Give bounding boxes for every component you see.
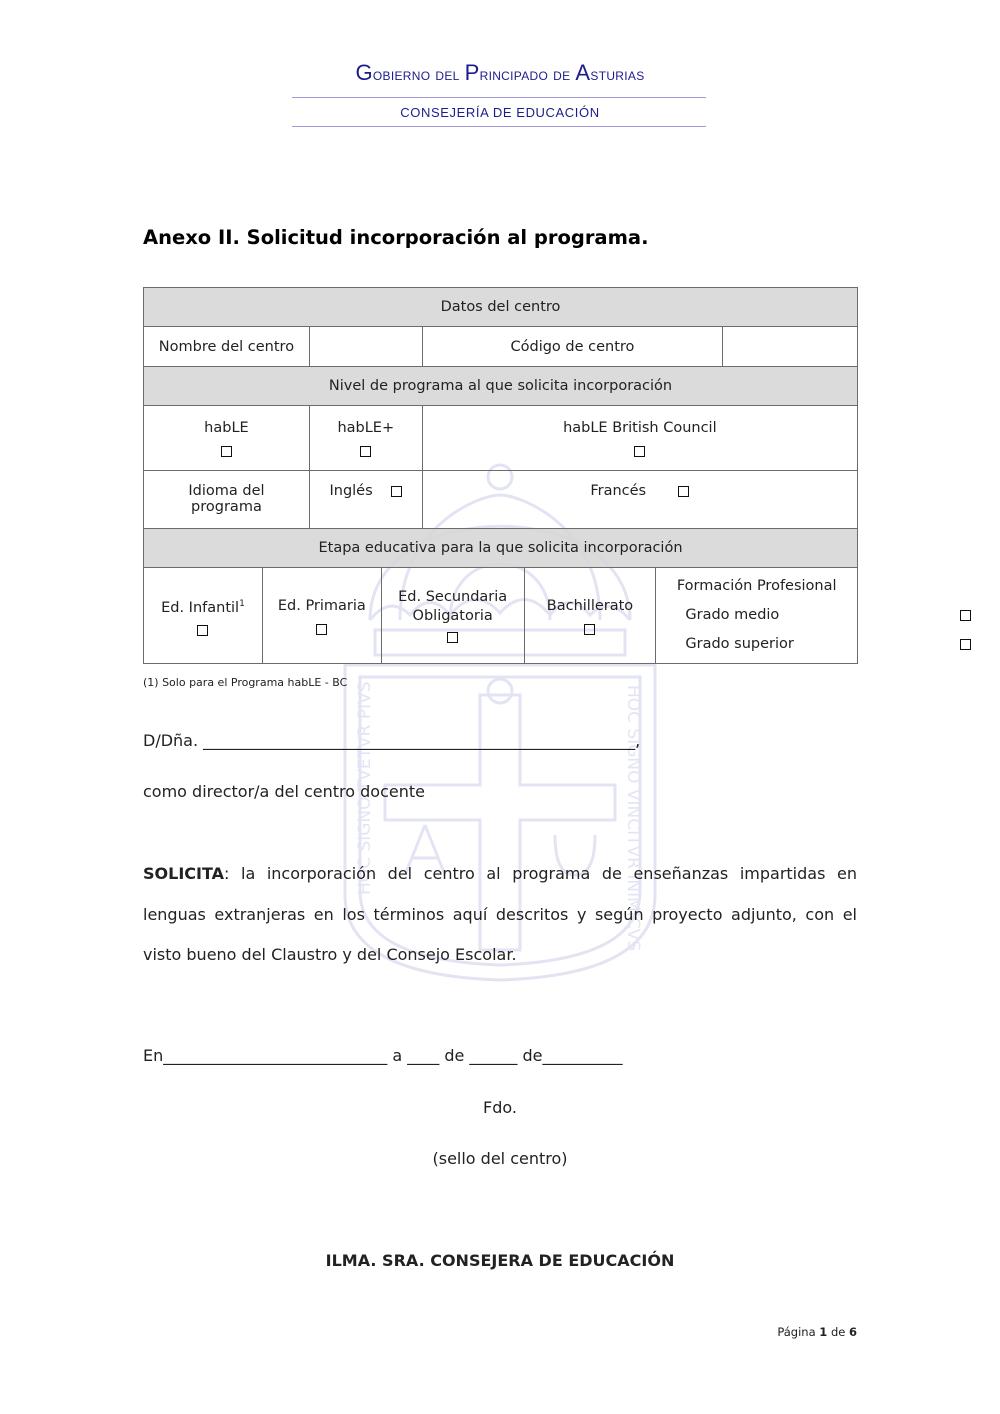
title-part: sturias — [590, 65, 645, 84]
solicita-line-2: lenguas extranjeras en los términos aquí descritos y según proyecto adjunto, con el — [143, 904, 857, 924]
checkbox[interactable] — [960, 610, 971, 621]
fp-option-label: Grado medio — [685, 607, 780, 623]
page-of: de — [830, 1325, 846, 1339]
signature-label: Fdo. — [483, 1098, 517, 1117]
etapa-label — [148, 595, 258, 618]
watermark-motto-left: HOC SIGNO TVETVR PIVS — [355, 681, 375, 895]
fp-option-grado-superior[interactable] — [660, 630, 853, 659]
place-date-line: En____________________________ a ____ de ______ de__________ — [143, 1046, 623, 1065]
nivel-label: habLE+ — [337, 420, 395, 436]
watermark-motto-right: HOC SIGNO VINCITVR INIMICVS — [623, 685, 643, 952]
solicita-line-1 — [143, 854, 857, 895]
idioma-label: Idioma del programa — [144, 471, 310, 529]
checkbox[interactable] — [316, 624, 327, 635]
role-line: como director/a del centro docente — [143, 782, 425, 801]
fp-option-label: Grado superior — [685, 636, 794, 652]
nombre-centro-field[interactable] — [309, 327, 422, 367]
idioma-option-ingles[interactable] — [309, 471, 422, 529]
checkbox[interactable] — [221, 446, 232, 457]
fp-title: Formación Profesional — [676, 578, 837, 594]
title-cap: G — [355, 60, 373, 85]
checkbox[interactable] — [678, 486, 689, 497]
etapa-option-eso[interactable] — [381, 568, 524, 664]
checkbox[interactable] — [584, 624, 595, 635]
name-line: D/Dña. ______________________________________________________, — [143, 731, 641, 750]
nivel-label: habLE — [204, 420, 249, 436]
section-header-nivel: Nivel de programa al que solicita incorporación — [144, 367, 858, 406]
page-current: 1 — [819, 1325, 828, 1339]
checkbox[interactable] — [960, 639, 971, 650]
idioma-label-frances: Francés — [590, 483, 647, 499]
title-cap: A — [575, 60, 591, 85]
nivel-label: habLE British Council — [563, 420, 717, 436]
codigo-centro-field[interactable] — [723, 327, 858, 367]
etapa-option-infantil[interactable] — [144, 568, 263, 664]
page-label: Página — [777, 1325, 816, 1339]
application-form-table — [143, 287, 858, 664]
solicita-text: : la incorporación del centro al programa de enseñanzas impartidas en — [224, 864, 857, 883]
etapa-option-fp — [656, 568, 858, 664]
etapa-option-primaria[interactable] — [262, 568, 381, 664]
nivel-option-hable[interactable] — [144, 406, 310, 471]
solicita-line-3: visto bueno del Claustro y del Consejo Escolar. — [143, 945, 517, 964]
section-header-etapa: Etapa educativa para la que solicita incorporación — [144, 529, 858, 568]
footnote-mark: 1 — [239, 598, 245, 609]
checkbox[interactable] — [634, 446, 645, 457]
title-cap: P — [464, 60, 480, 85]
etapa-option-bachillerato[interactable] — [524, 568, 656, 664]
page-number — [0, 1325, 857, 1339]
etapa-label: Bachillerato — [546, 597, 634, 614]
etapa-label-text: Ed. Infantil — [161, 599, 240, 616]
section-header-datos: Datos del centro — [144, 288, 858, 327]
page-total: 6 — [848, 1325, 857, 1339]
fp-option-grado-medio[interactable] — [660, 601, 853, 630]
checkbox[interactable] — [197, 625, 208, 636]
checkbox[interactable] — [447, 632, 458, 643]
header-title — [0, 60, 1000, 86]
footnote: (1) Solo para el Programa habLE - BC — [143, 676, 348, 689]
nivel-option-hable-plus[interactable] — [309, 406, 422, 471]
title-part: rincipado de — [479, 65, 576, 84]
etapa-label-line2: Obligatoria — [412, 608, 493, 624]
header-rule-bottom — [292, 126, 706, 127]
addressee: ILMA. SRA. CONSEJERA DE EDUCACIÓN — [325, 1251, 675, 1270]
etapa-label-line1: Ed. Secundaria — [398, 589, 508, 605]
checkbox[interactable] — [391, 486, 402, 497]
idioma-option-frances[interactable] — [422, 471, 857, 529]
nombre-centro-label: Nombre del centro — [144, 327, 310, 367]
solicita-paragraph — [143, 854, 857, 976]
etapa-label: Ed. Primaria — [277, 597, 366, 614]
idioma-label-ingles: Inglés — [329, 483, 373, 499]
seal-label: (sello del centro) — [432, 1149, 568, 1168]
document-title: Anexo II. Solicitud incorporación al programa. — [143, 226, 649, 249]
nivel-option-hable-british-council[interactable] — [422, 406, 857, 471]
header-subtitle: CONSEJERÍA DE EDUCACIÓN — [400, 105, 600, 120]
title-part: obierno del — [372, 65, 465, 84]
checkbox[interactable] — [360, 446, 371, 457]
solicita-label: SOLICITA — [143, 864, 225, 883]
codigo-centro-label: Código de centro — [422, 327, 723, 367]
header-rule-top — [292, 97, 706, 98]
